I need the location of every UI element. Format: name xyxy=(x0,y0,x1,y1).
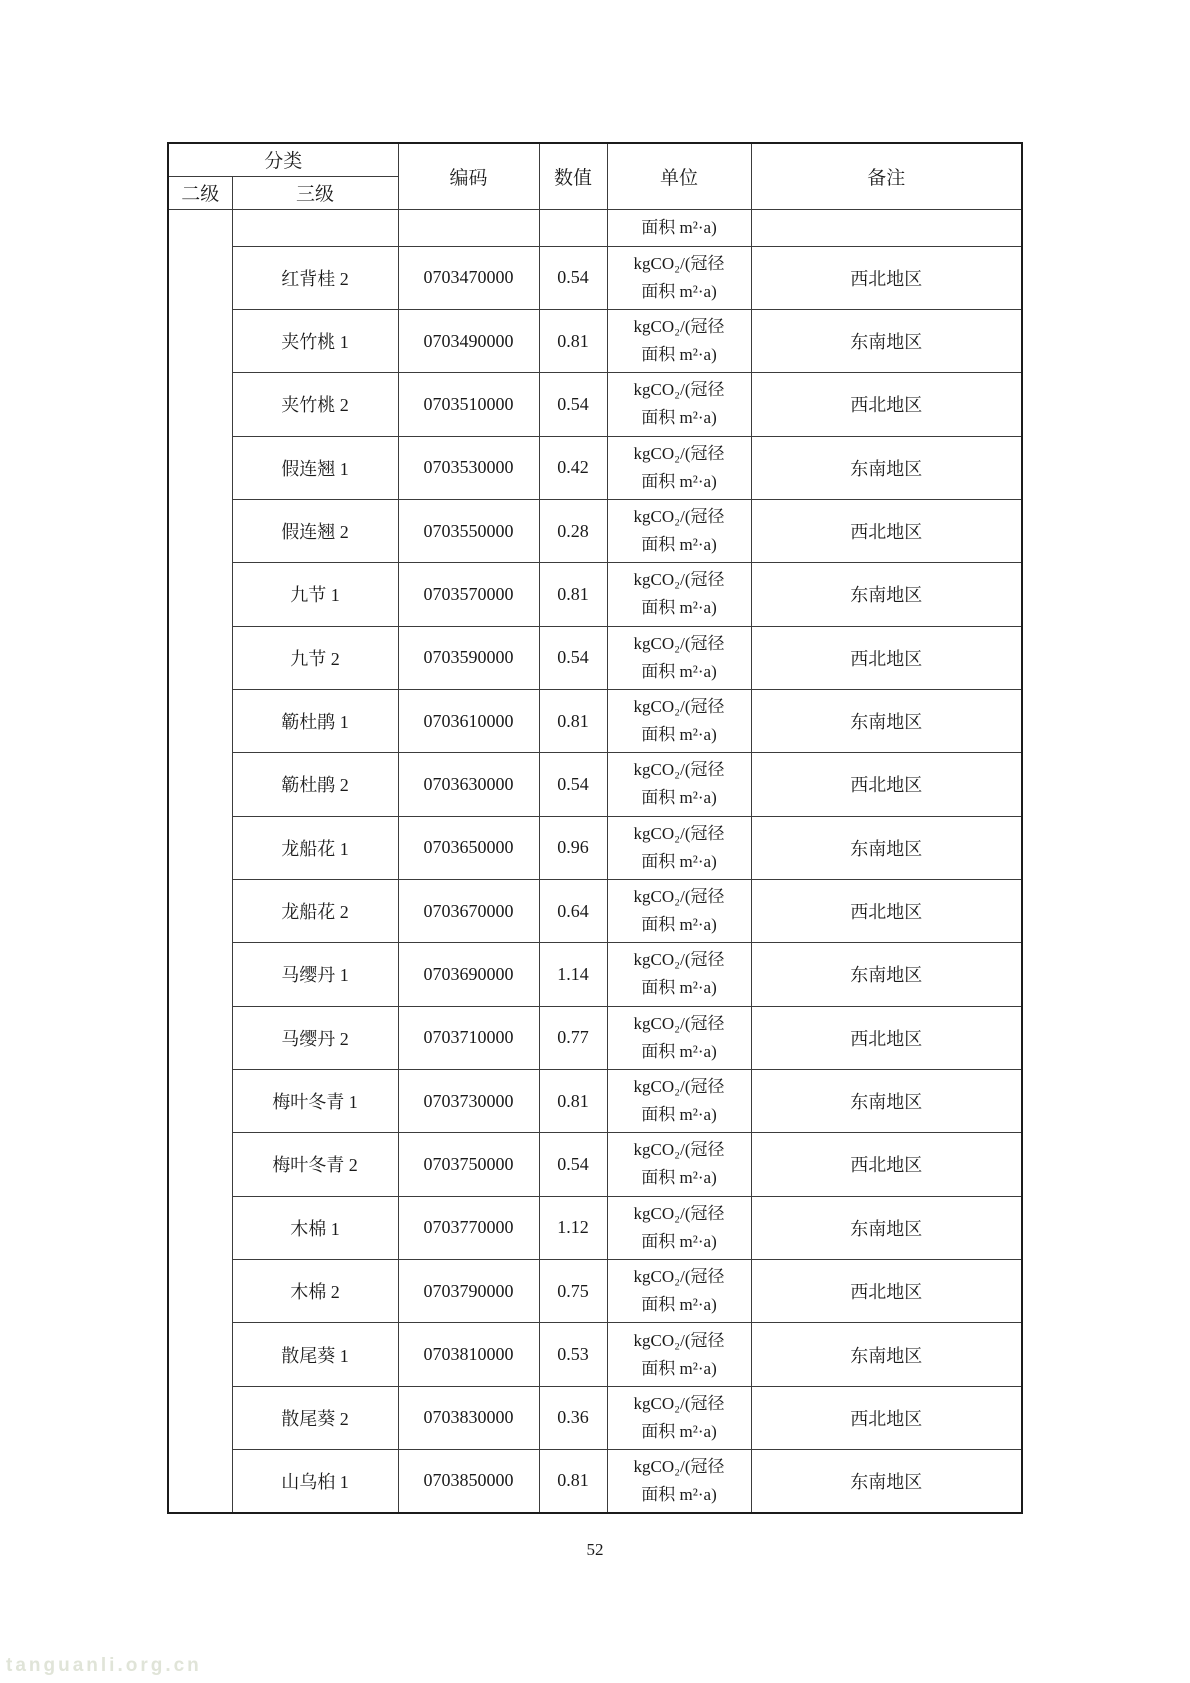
cell-plant-name: 散尾葵 1 xyxy=(232,1323,398,1386)
header-row-1 xyxy=(168,143,1022,176)
unit-line-1: kgCO₂/(冠径 xyxy=(633,1140,725,1160)
header-code: 编码 xyxy=(398,143,539,209)
page-number: 52 xyxy=(586,1540,604,1559)
unit-line-2: 面积 m²·a) xyxy=(641,788,717,808)
cell-remark: 西北地区 xyxy=(751,1260,1022,1323)
cell-plant-name: 簕杜鹃 1 xyxy=(232,689,398,752)
cell-value: 0.81 xyxy=(539,563,607,626)
cell-plant-name: 马缨丹 1 xyxy=(232,943,398,1006)
cell-code: 0703830000 xyxy=(398,1386,539,1449)
cell-value: 0.54 xyxy=(539,1133,607,1196)
cell-plant-name: 假连翘 1 xyxy=(232,436,398,499)
cell-unit xyxy=(607,879,751,942)
cell-value xyxy=(539,209,607,246)
unit-line-2: 面积 m²·a) xyxy=(641,345,717,365)
cell-code: 0703550000 xyxy=(398,499,539,562)
cell-code: 0703710000 xyxy=(398,1006,539,1069)
cell-unit xyxy=(607,943,751,1006)
table-row xyxy=(168,1323,1022,1386)
table-row xyxy=(168,1386,1022,1449)
cell-remark: 东南地区 xyxy=(751,1196,1022,1259)
cell-remark: 东南地区 xyxy=(751,1323,1022,1386)
cell-plant-name: 梅叶冬青 2 xyxy=(232,1133,398,1196)
header-remark: 备注 xyxy=(751,143,1022,209)
unit-line-1: kgCO₂/(冠径 xyxy=(633,760,725,780)
header-level3: 三级 xyxy=(232,176,398,209)
cell-code: 0703610000 xyxy=(398,689,539,752)
cell-value: 0.64 xyxy=(539,879,607,942)
cell-code: 0703670000 xyxy=(398,879,539,942)
cell-unit xyxy=(607,1323,751,1386)
cell-value: 0.54 xyxy=(539,373,607,436)
cell-code: 0703470000 xyxy=(398,246,539,309)
cell-plant-name: 龙船花 1 xyxy=(232,816,398,879)
table-row xyxy=(168,1450,1022,1513)
cell-code: 0703790000 xyxy=(398,1260,539,1323)
unit-line-1: kgCO₂/(冠径 xyxy=(633,887,725,907)
unit-line-1: kgCO₂/(冠径 xyxy=(633,507,725,527)
unit-line-1: kgCO₂/(冠径 xyxy=(633,697,725,717)
cell-plant-name: 木棉 1 xyxy=(232,1196,398,1259)
cell-plant-name: 马缨丹 2 xyxy=(232,1006,398,1069)
cell-value: 1.12 xyxy=(539,1196,607,1259)
cell-remark xyxy=(751,209,1022,246)
cell-remark: 西北地区 xyxy=(751,626,1022,689)
header-value: 数值 xyxy=(539,143,607,209)
unit-line-2: 面积 m²·a) xyxy=(641,281,717,301)
cell-plant-name: 龙船花 2 xyxy=(232,879,398,942)
cell-remark: 东南地区 xyxy=(751,436,1022,499)
cell-unit xyxy=(607,499,751,562)
cell-value: 0.77 xyxy=(539,1006,607,1069)
table-row xyxy=(168,246,1022,309)
cell-code: 0703590000 xyxy=(398,626,539,689)
header-unit: 单位 xyxy=(607,143,751,209)
watermark: tanguanli.org.cn xyxy=(6,1655,202,1676)
unit-line-2: 面积 m²·a) xyxy=(641,1358,717,1378)
cell-code: 0703770000 xyxy=(398,1196,539,1259)
cell-value: 0.54 xyxy=(539,626,607,689)
cell-remark: 东南地区 xyxy=(751,1450,1022,1513)
cell-code: 0703690000 xyxy=(398,943,539,1006)
cell-code: 0703510000 xyxy=(398,373,539,436)
table-row xyxy=(168,1069,1022,1132)
unit-line-1: kgCO₂/(冠径 xyxy=(633,443,725,463)
cell-code: 0703630000 xyxy=(398,753,539,816)
cell-code: 0703850000 xyxy=(398,1450,539,1513)
unit-line-1: kgCO₂/(冠径 xyxy=(633,317,725,337)
cell-value: 0.53 xyxy=(539,1323,607,1386)
table-row xyxy=(168,563,1022,626)
table-row xyxy=(168,373,1022,436)
unit-line-1: kgCO₂/(冠径 xyxy=(633,1203,725,1223)
table-row xyxy=(168,753,1022,816)
cell-plant-name: 假连翘 2 xyxy=(232,499,398,562)
unit-line-1: kgCO₂/(冠径 xyxy=(633,1077,725,1097)
unit-line-2: 面积 m²·a) xyxy=(641,1484,717,1504)
cell-plant-name: 夹竹桃 1 xyxy=(232,309,398,372)
cell-value: 0.96 xyxy=(539,816,607,879)
cell-value: 0.81 xyxy=(539,1069,607,1132)
cell-plant-name: 梅叶冬青 1 xyxy=(232,1069,398,1132)
cell-remark: 西北地区 xyxy=(751,879,1022,942)
unit-line-2: 面积 m²·a) xyxy=(641,661,717,681)
table-row xyxy=(168,1260,1022,1323)
cell-unit xyxy=(607,309,751,372)
cell-remark: 西北地区 xyxy=(751,246,1022,309)
cell-remark: 西北地区 xyxy=(751,373,1022,436)
table-row xyxy=(168,943,1022,1006)
cell-unit xyxy=(607,1133,751,1196)
cell-code: 0703750000 xyxy=(398,1133,539,1196)
cell-remark: 西北地区 xyxy=(751,1133,1022,1196)
carryover-row xyxy=(168,209,1022,246)
cell-remark: 西北地区 xyxy=(751,499,1022,562)
unit-line-2: 面积 m²·a) xyxy=(641,1421,717,1441)
cell-value: 1.14 xyxy=(539,943,607,1006)
cell-remark: 东南地区 xyxy=(751,689,1022,752)
cell-value: 0.81 xyxy=(539,689,607,752)
unit-line-2: 面积 m²·a) xyxy=(641,851,717,871)
cell-value: 0.54 xyxy=(539,753,607,816)
cell-unit xyxy=(607,1196,751,1259)
unit-line-2: 面积 m²·a) xyxy=(641,1041,717,1061)
cell-remark: 东南地区 xyxy=(751,563,1022,626)
unit-line-2: 面积 m²·a) xyxy=(641,1295,717,1315)
table-row xyxy=(168,689,1022,752)
unit-line-2: 面积 m²·a) xyxy=(641,1168,717,1188)
cell-plant-name xyxy=(232,209,398,246)
cell-value: 0.81 xyxy=(539,309,607,372)
cell-plant-name: 红背桂 2 xyxy=(232,246,398,309)
unit-line-2: 面积 m²·a) xyxy=(641,978,717,998)
unit-line-1: kgCO₂/(冠径 xyxy=(633,570,725,590)
table-header xyxy=(168,143,1022,209)
cell-unit xyxy=(607,1450,751,1513)
unit-line-1: kgCO₂/(冠径 xyxy=(633,1267,725,1287)
unit-line-1: kgCO₂/(冠径 xyxy=(633,253,725,273)
table-row xyxy=(168,309,1022,372)
table-row xyxy=(168,436,1022,499)
table-row xyxy=(168,879,1022,942)
cell-unit xyxy=(607,1260,751,1323)
cell-plant-name: 簕杜鹃 2 xyxy=(232,753,398,816)
cell-code: 0703650000 xyxy=(398,816,539,879)
cell-unit xyxy=(607,373,751,436)
cell-remark: 东南地区 xyxy=(751,943,1022,1006)
cell-plant-name: 九节 1 xyxy=(232,563,398,626)
table-row xyxy=(168,1133,1022,1196)
cell-remark: 西北地区 xyxy=(751,1006,1022,1069)
cell-code: 0703570000 xyxy=(398,563,539,626)
unit-line-2: 面积 m²·a) xyxy=(641,1105,717,1125)
cell-remark: 东南地区 xyxy=(751,1069,1022,1132)
cell-remark: 东南地区 xyxy=(751,309,1022,372)
table-row xyxy=(168,1196,1022,1259)
cell-remark: 西北地区 xyxy=(751,753,1022,816)
cell-plant-name: 九节 2 xyxy=(232,626,398,689)
header-level2: 二级 xyxy=(168,176,232,209)
cell-value: 0.81 xyxy=(539,1450,607,1513)
cell-unit xyxy=(607,1386,751,1449)
cell-code: 0703730000 xyxy=(398,1069,539,1132)
unit-line-1: kgCO₂/(冠径 xyxy=(633,823,725,843)
table-row xyxy=(168,1006,1022,1069)
cell-value: 0.54 xyxy=(539,246,607,309)
unit-line-1: kgCO₂/(冠径 xyxy=(633,1330,725,1350)
unit-line-1: kgCO₂/(冠径 xyxy=(633,1456,725,1476)
cell-unit xyxy=(607,563,751,626)
table-body xyxy=(168,209,1022,1513)
unit-line-2: 面积 m²·a) xyxy=(641,471,717,491)
cell-remark: 西北地区 xyxy=(751,1386,1022,1449)
unit-line-2: 面积 m²·a) xyxy=(641,725,717,745)
cell-value: 0.36 xyxy=(539,1386,607,1449)
cell-code: 0703810000 xyxy=(398,1323,539,1386)
cell-unit xyxy=(607,1069,751,1132)
cell-value: 0.42 xyxy=(539,436,607,499)
cell-plant-name: 木棉 2 xyxy=(232,1260,398,1323)
unit-line-2: 面积 m²·a) xyxy=(641,535,717,555)
cell-unit xyxy=(607,753,751,816)
cell-plant-name: 散尾葵 2 xyxy=(232,1386,398,1449)
cell-plant-name: 山乌桕 1 xyxy=(232,1450,398,1513)
cell-unit xyxy=(607,1006,751,1069)
unit-line-2: 面积 m²·a) xyxy=(641,915,717,935)
cell-remark: 东南地区 xyxy=(751,816,1022,879)
cell-plant-name: 夹竹桃 2 xyxy=(232,373,398,436)
unit-line-2: 面积 m²·a) xyxy=(641,408,717,428)
unit-line-2: 面积 m²·a) xyxy=(641,1231,717,1251)
unit-line-1: kgCO₂/(冠径 xyxy=(633,380,725,400)
cell-code: 0703530000 xyxy=(398,436,539,499)
emission-factor-table xyxy=(167,142,1023,1514)
cell-code xyxy=(398,209,539,246)
table-row xyxy=(168,816,1022,879)
cell-unit xyxy=(607,816,751,879)
cell-unit xyxy=(607,689,751,752)
unit-line-1: kgCO₂/(冠径 xyxy=(633,1013,725,1033)
cell-unit xyxy=(607,626,751,689)
unit-line-1: kgCO₂/(冠径 xyxy=(633,950,725,970)
unit-line-1: kgCO₂/(冠径 xyxy=(633,633,725,653)
table-row xyxy=(168,626,1022,689)
unit-line-1: kgCO₂/(冠径 xyxy=(633,1393,725,1413)
cell-unit: 面积 m²·a) xyxy=(607,209,751,246)
cell-code: 0703490000 xyxy=(398,309,539,372)
cell-unit xyxy=(607,246,751,309)
cell-value: 0.28 xyxy=(539,499,607,562)
header-category: 分类 xyxy=(168,143,398,176)
cell-unit xyxy=(607,436,751,499)
unit-line-2: 面积 m²·a) xyxy=(641,598,717,618)
cell-level2-merged xyxy=(168,209,232,1513)
table-row xyxy=(168,499,1022,562)
cell-value: 0.75 xyxy=(539,1260,607,1323)
